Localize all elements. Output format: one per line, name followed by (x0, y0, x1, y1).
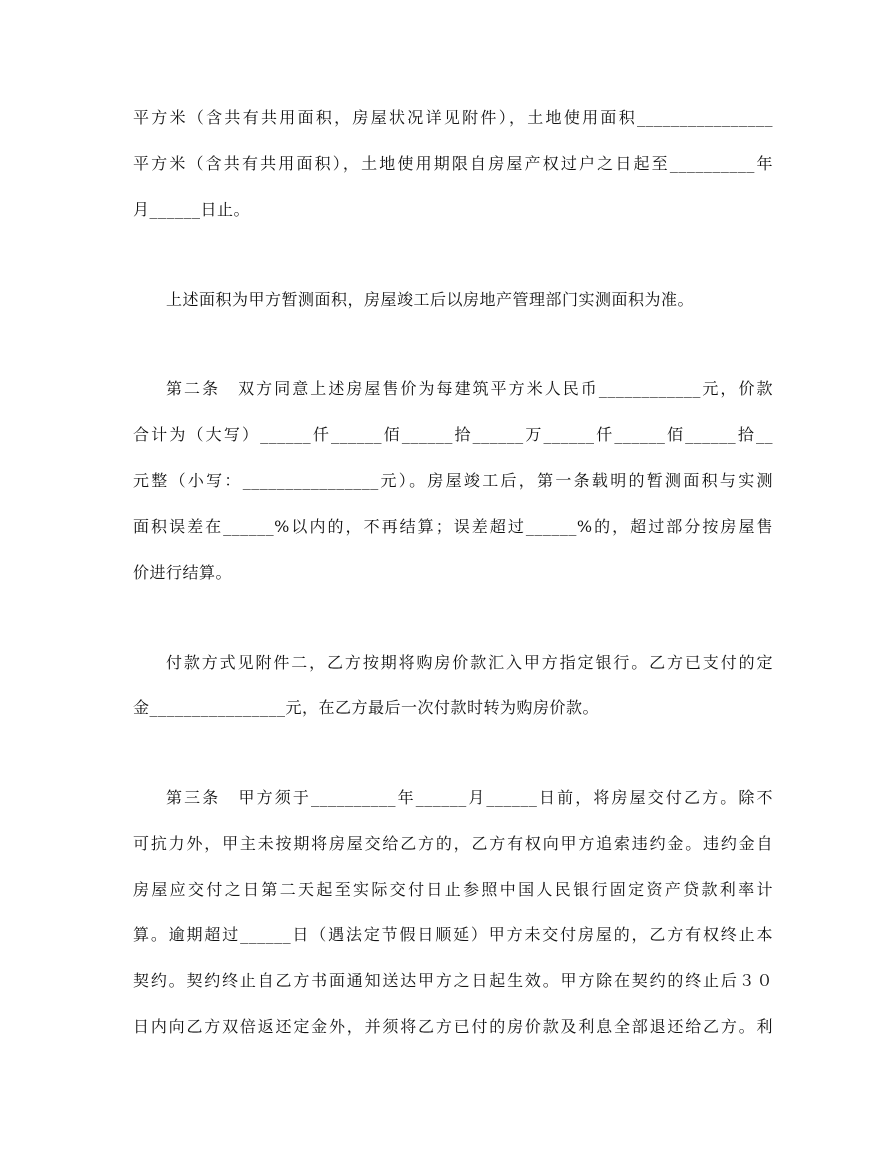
text-line: 元整（小写：________________元）。房屋竣工后，第一条载明的暂测面积与实测 (133, 471, 773, 490)
text-line: 面积误差在______%以内的，不再结算；误差超过______%的，超过部分按房屋售 (133, 517, 773, 536)
text-line: 平方米（含共有共用面积），土地使用期限自房屋产权过户之日起至__________年 (133, 154, 773, 173)
text-line: 第二条 双方同意上述房屋售价为每建筑平方米人民币____________元，价款 (166, 379, 773, 398)
text-line: 可抗力外，甲主未按期将房屋交给乙方的，乙方有权向甲方追索违约金。违约金自 (133, 834, 773, 853)
text-line: 契约。契约终止自乙方书面通知送达甲方之日起生效。甲方除在契约的终止后３０ (133, 971, 773, 990)
text-line: 价进行结算。 (133, 563, 233, 582)
text-line: 日内向乙方双倍返还定金外，并须将乙方已付的房价款及利息全部退还给乙方。利 (133, 1017, 773, 1036)
text-line: 房屋应交付之日第二天起至实际交付日止参照中国人民银行固定资产贷款利率计 (133, 880, 773, 899)
text-line: 上述面积为甲方暂测面积，房屋竣工后以房地产管理部门实测面积为准。 (166, 290, 695, 309)
text-line: 第三条 甲方须于__________年______月______日前，将房屋交付乙方。除不 (166, 788, 773, 807)
text-line: 算。逾期超过______日（遇法定节假日顺延）甲方未交付房屋的，乙方有权终止本 (133, 925, 773, 944)
text-line: 合计为（大写）______仟______佰______拾______万______仟______佰______拾__ (133, 425, 773, 444)
text-line: 金________________元，在乙方最后一次付款时转为购房价款。 (133, 698, 600, 717)
text-line: 付款方式见附件二，乙方按期将购房价款汇入甲方指定银行。乙方已支付的定 (166, 653, 773, 672)
text-line: 平方米（含共有共用面积，房屋状况详见附件），土地使用面积________________ (133, 108, 773, 127)
text-line: 月______日止。 (133, 200, 251, 219)
